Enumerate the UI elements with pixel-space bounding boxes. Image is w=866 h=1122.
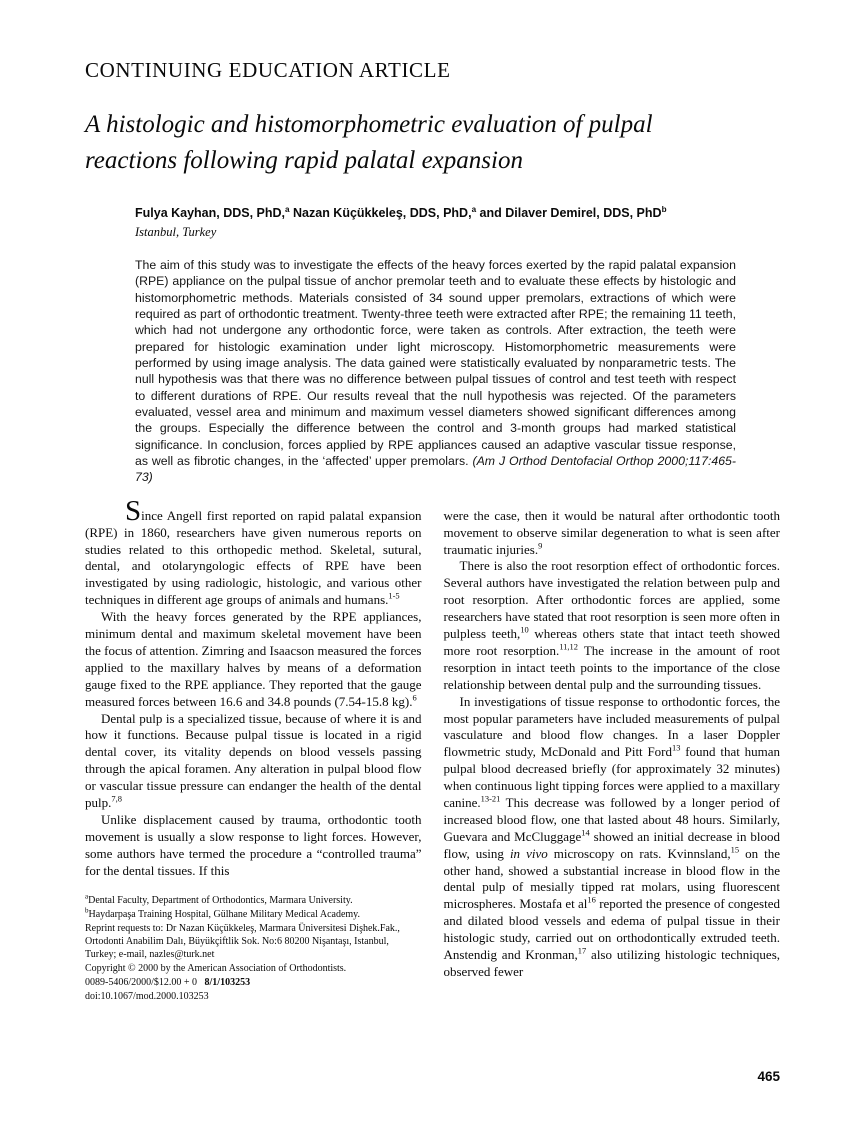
footnote-doi: doi:10.1067/mod.2000.103253: [85, 991, 209, 1003]
article-title-line-1: A histologic and histomorphometric evaluation of pulpal: [85, 111, 653, 138]
footnote-issn-code: 0089-5406/2000/$12.00 + 0 8/1/103253: [85, 977, 251, 989]
paragraph: Dental pulp is a specialized tissue, because of where it is and how it functions. Because pulpal tissue is located in a rigid dental cover, its vitality depends on blood vessels passing through the apical foramen. Any alteration in pulpal blood flow or vascular tissue pressure can endanger the health of the dental pulp.$^{7,8}$: [85, 710, 422, 810]
page-number: 465: [757, 1069, 780, 1084]
paragraph-continued: were the case, then it would be natural after orthodontic tooth movement to observe similar degeneration to what is seen after traumatic injuries.$^9$: [443, 507, 780, 557]
right-column: [444, 508, 781, 1005]
footnote-affiliation-a: $^a$Dental Faculty, Department of Orthodontics, Marmara University.: [85, 893, 353, 907]
section-label: CONTINUING EDUCATION ARTICLE: [85, 58, 451, 82]
footnote-copyright: Copyright © 2000 by the American Association of Orthodontists.: [85, 963, 347, 975]
footnote-affiliation-b: $^b$Haydarpaşa Training Hospital, Gülhane Military Medical Academy.: [85, 907, 361, 921]
article-meta: [135, 206, 736, 486]
paragraph: With the heavy forces generated by the RPE appliances, minimum dental and maximum skeletal movement have been the focus of attention. Zimring and Isaacson measured the forces applied to the maxillary halves by means of a deformation gauge fixed to the RPE appliance. They reported that the gauge measured forces between 16.6 and 34.8 pounds (7.54-15.8 kg).$^6$: [85, 609, 422, 709]
paragraph-intro: Since Angell first reported on rapid palatal expansion (RPE) in 1860, researchers have given numerous reports on studies related to this orthopedic method. Skeletal, sutural, dental, and otolaryngologic effects of RPE have been investigated by using radiologic, histologic, and various other techniques in different age groups of animals and humans.$^{1-5}$: [85, 494, 422, 608]
authors-line: Fulya Kayhan, DDS, PhD,$^a$ Nazan Küçükkeleş, DDS, PhD,$^a$ and Dilaver Demirel, DDS, PhD$^b$: [135, 204, 667, 220]
paragraph: In investigations of tissue response to orthodontic forces, the most popular parameters have included measurements of pulpal vasculature and blood flow changes. In a laser Doppler flowmetric study, McDonald and Pitt Ford$^{13}$ found that human pulpal blood decreased briefly (for approximately 32 minutes) when continuous light tipping forces were applied to a maxillary canine.$^{13-21}$ This decrease was followed by a longer period of increased blood flow, one that lasted about 48 hours. Similarly, Guevara and McCluggage$^{14}$ showed an initial decrease in blood flow, using in vivo microscopy on rats. Kvinnsland,$^{15}$ on the other hand, showed a substantial increase in blood flow in the dental pulp of mesially tipped rat molars, using fluorescent microspheres. Mostafa et $al^{16}$ reported the presence of congested and dilated blood vessels and edema of pulpal tissue in their histologic study, carried out on orthodontically extruded teeth. Anstendig and Kronman,$^{17}$ also utilizing histologic techniques, observed fewer: [443, 693, 780, 979]
article-body: [85, 494, 780, 1005]
footnotes: [85, 894, 422, 1003]
article-title-line-2: reactions following rapid palatal expansion: [85, 146, 523, 174]
article-title: [85, 107, 780, 178]
affiliation-location: Istanbul, Turkey: [135, 225, 217, 239]
footnote-reprint-requests: Reprint requests to: Dr Nazan Küçükkeleş, Marmara Üniversitesi Dişhek.Fak., Ortodonti Anabilim Dalı, Büyükçiftlik Sok. No:6 80200 Nişantaşı, Istanbul, Turkey; e-mail, nazles@turk.net: [85, 923, 400, 961]
abstract-text: The aim of this study was to investigate the effects of the heavy forces exerted by the rapid palatal expansion (RPE) appliance on the pulpal tissue of anchor premolar teeth and to evaluate these effects by histologic and histomorphometric methods. Materials consisted of 34 sound upper premolars, extractions of which were required as part of orthodontic treatment. Twenty-three teeth were extracted after RPE; the remaining 11 teeth, which had not undergone any orthodontic force, were taken as controls. After extraction, the teeth were prepared for histologic examination under light microscopy. Histomorphometric measurements were performed by using image analysis. The data gained were statistically evaluated by nonparametric tests. The null hypothesis was that there was no difference between pulpal tissues of control and test teeth with respect to different durations of RPE. Our results reveal that the null hypothesis was rejected. Of the parameters evaluated, vessel area and minimum and maximum vessel diameters showed significant differences among the groups. Especially the difference between the control and 3-month groups had marked statistical significance. In conclusion, forces applied by RPE appliances caused an adaptive vascular tissue response, as well as fibrotic changes, in the ‘affected’ upper premolars. (Am J Orthod Dentofacial Orthop 2000;117:465-73): [135, 258, 736, 485]
paragraph: There is also the root resorption effect of orthodontic forces. Several authors have investigated the relation between pulp and root resorption. After orthodontic forces are applied, some researchers have stated that root resorption is seen more often in pulpless teeth,$^{10}$ whereas others state that intact teeth showed more root resorption.$^{11,12}$ The increase in the amount of root resorption in intact teeth points to the importance of the close relationship between dental pulp and the surrounding tissues.: [443, 558, 780, 692]
paragraph: Unlike displacement caused by trauma, orthodontic tooth movement is usually a slow response to light forces. However, some authors have termed the procedure a “controlled trauma” for the dental tissues. If this: [85, 811, 422, 878]
left-column: [85, 494, 422, 1005]
